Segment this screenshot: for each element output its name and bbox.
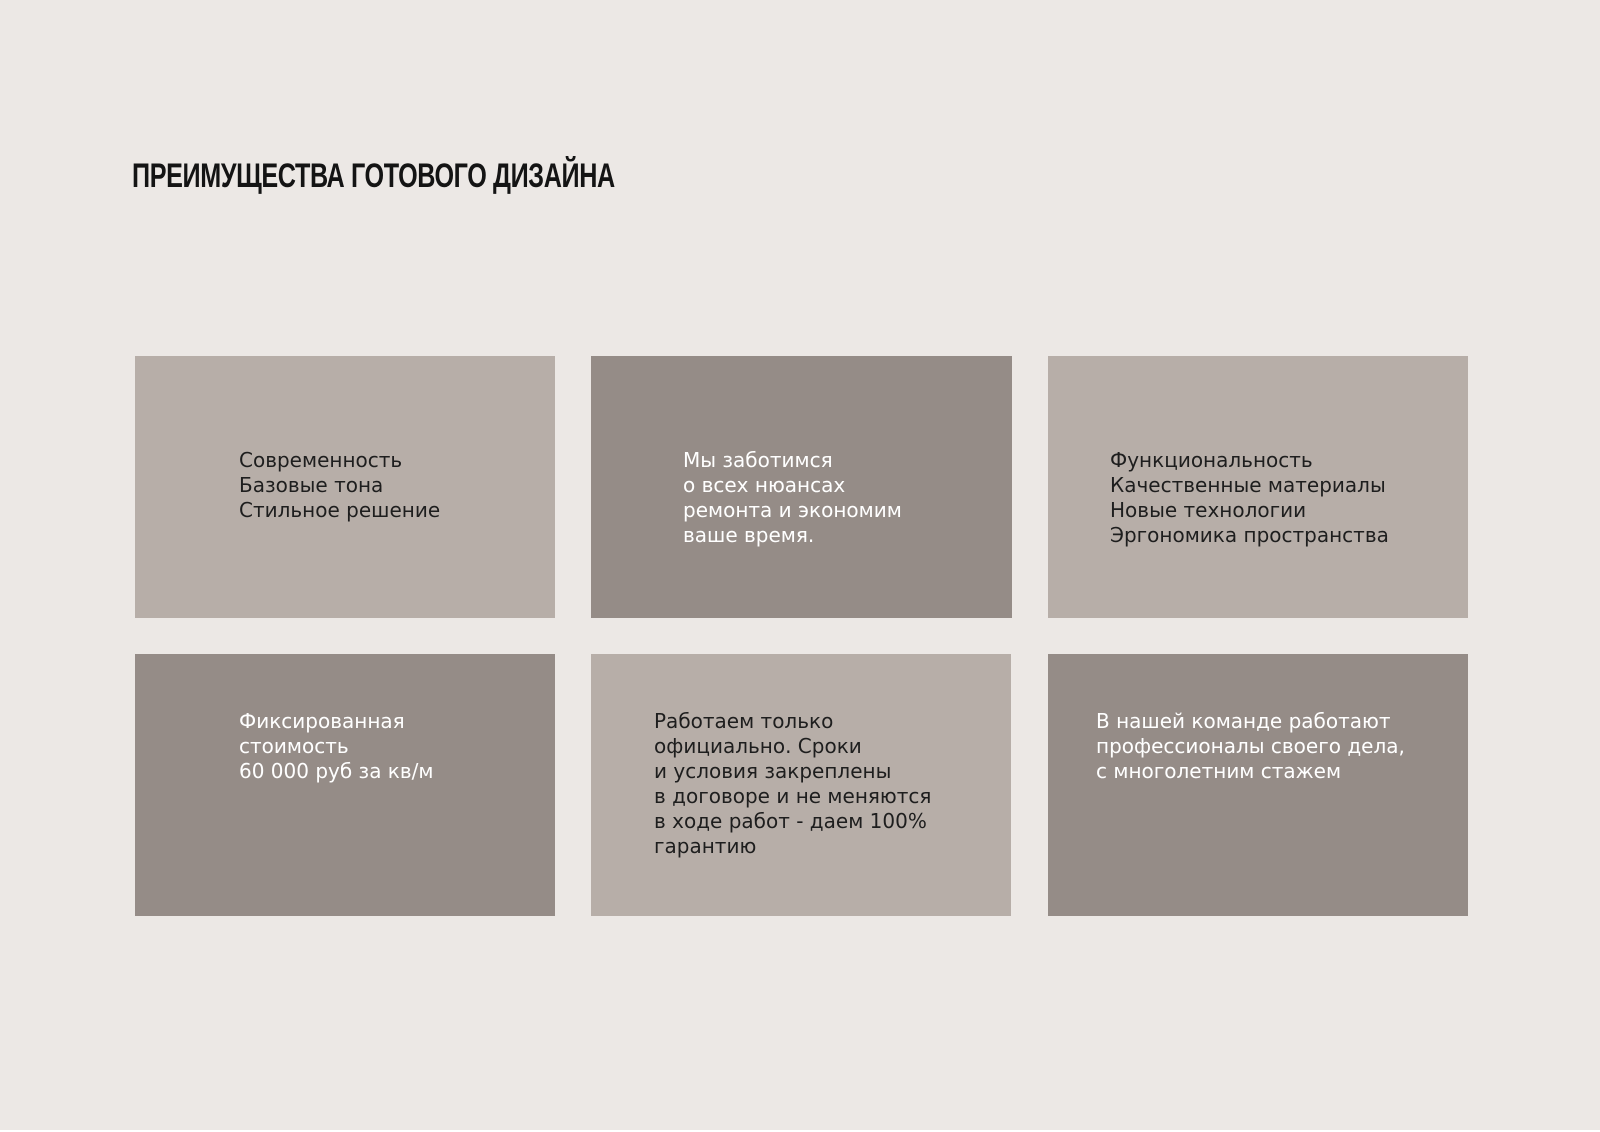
card-text: Мы заботимся о всех нюансах ремонта и экономим ваше время.: [683, 448, 902, 547]
card-modernity: [135, 356, 555, 618]
card-functionality: [1048, 356, 1468, 618]
card-care: [591, 356, 1012, 618]
card-team: [1048, 654, 1468, 916]
card-text: В нашей команде работают профессионалы своего дела, с многолетним стажем: [1096, 709, 1405, 783]
card-text: Работаем только официально. Сроки и условия закреплены в договоре и не меняются в ходе работ - даем 100% гарантию: [654, 709, 932, 858]
page-title: ПРЕИМУЩЕСТВА ГОТОВОГО ДИЗАЙНА: [132, 157, 615, 195]
card-fixed-price: [135, 654, 555, 916]
card-text: Функциональность Качественные материалы Новые технологии Эргономика пространства: [1110, 448, 1389, 547]
card-official-work: [591, 654, 1011, 916]
card-text: Современность Базовые тона Стильное решение: [239, 448, 441, 522]
card-text: Фиксированная стоимость 60 000 руб за кв/м: [239, 709, 434, 783]
